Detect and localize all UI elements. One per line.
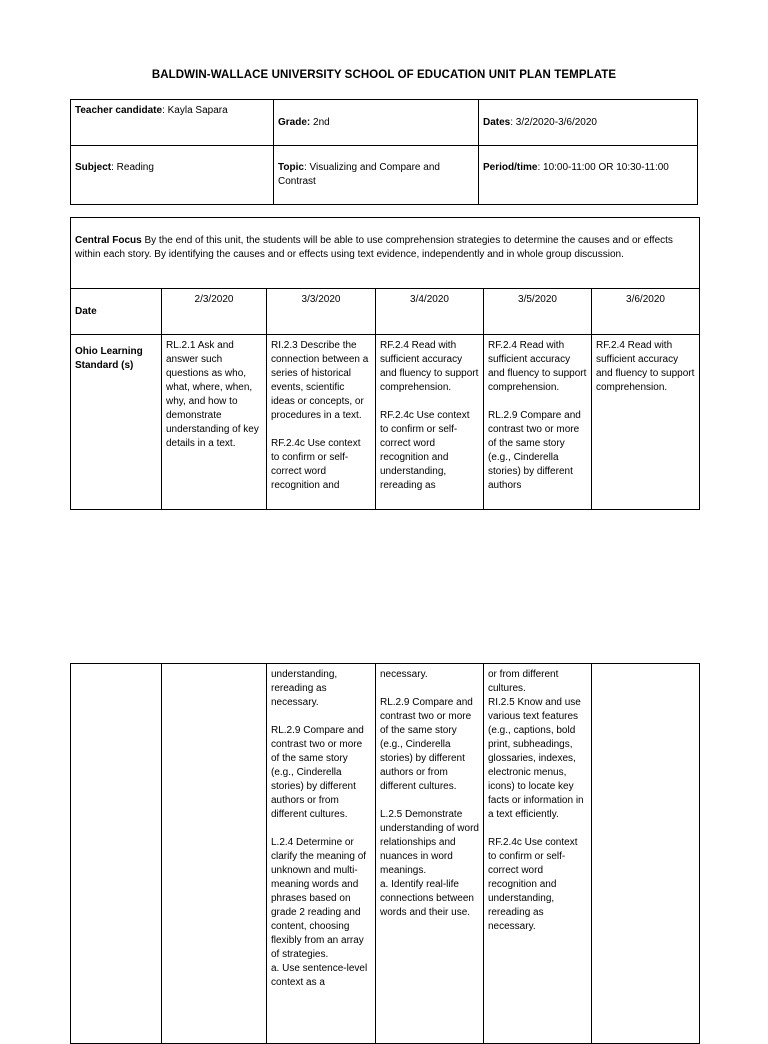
grade-label: Grade:	[278, 116, 311, 128]
continued-cell	[71, 664, 162, 1044]
standard-cell: RF.2.4 Read with sufficient accuracy and fluency to support comprehension.	[592, 335, 700, 510]
standard-cell: RL.2.1 Ask and answer such questions as who, what, where, when, why, and how to demonstrate understanding of key details in a text.	[162, 335, 267, 510]
dates-cell	[479, 100, 698, 146]
central-focus-text: By the end of this unit, the students will be able to use comprehension strategies to determine the causes and or effects within each story. By identifying the causes and or effects using text evidence, independently and in whole group discussion.	[75, 235, 673, 260]
date-cell: 2/3/2020	[162, 289, 267, 335]
unit-plan-table	[70, 217, 700, 510]
topic-value: : Visualizing and Compare and Contrast	[278, 162, 440, 187]
date-cell: 3/3/2020	[267, 289, 376, 335]
teacher-cell	[71, 100, 274, 146]
date-cell: 3/6/2020	[592, 289, 700, 335]
period-cell	[479, 146, 698, 205]
standard-cell: RI.2.3 Describe the connection between a series of historical events, scientific ideas or concepts, or procedures in a text. RF.2.4c Use context to confirm or self-correct word recognition and	[267, 335, 376, 510]
continued-cell: or from different cultures. RI.2.5 Know and use various text features (e.g., captions, bold print, subheadings, glossaries, indexes, electronic menus, icons) to locate key facts or information in a text efficiently. RF.2.4c Use context to confirm or self-correct word recognition and understanding, rereading as necessary.	[484, 664, 592, 1044]
standards-label: Ohio Learning Standard (s)	[75, 346, 143, 371]
page-title: BALDWIN-WALLACE UNIVERSITY SCHOOL OF EDUCATION UNIT PLAN TEMPLATE	[151, 69, 617, 81]
standards-label-cell	[71, 335, 162, 510]
standard-cell: RF.2.4 Read with sufficient accuracy and fluency to support comprehension. RF.2.4c Use context to confirm or self-correct word recognition and understanding, rereading as	[376, 335, 484, 510]
teacher-value: : Kayla Sapara	[162, 105, 228, 116]
date-label-cell	[71, 289, 162, 335]
central-focus-cell	[71, 218, 700, 289]
standard-cell: RF.2.4 Read with sufficient accuracy and fluency to support comprehension. RL.2.9 Compare and contrast two or more of the same story (e.g., Cinderella stories) by different authors	[484, 335, 592, 510]
subject-value: : Reading	[111, 162, 154, 173]
unit-plan-table-continued	[70, 663, 700, 1044]
continued-cell: understanding, rereading as necessary. RL.2.9 Compare and contrast two or more of the same story (e.g., Cinderella stories) by different authors or from different cultures. L.2.4 Determine or clarify the meaning of unknown and multi-meaning words and phrases based on grade 2 reading and content, choosing flexibly from an array of strategies. a. Use sentence-level context as a	[267, 664, 376, 1044]
subject-cell	[71, 146, 274, 205]
central-focus-label: Central Focus	[75, 235, 142, 246]
continued-cell	[592, 664, 700, 1044]
topic-label: Topic	[278, 162, 304, 173]
date-label: Date	[75, 305, 97, 317]
header-table	[70, 99, 698, 205]
dates-value: : 3/2/2020-3/6/2020	[510, 116, 597, 128]
period-label: Period/time	[483, 162, 538, 173]
continued-cell: necessary. RL.2.9 Compare and contrast two or more of the same story (e.g., Cinderella stories) by different authors or from different cultures. L.2.5 Demonstrate understanding of word relationships and nuances in word meanings. a. Identify real-life connections between words and their use.	[376, 664, 484, 1044]
dates-label: Dates	[483, 116, 511, 128]
subject-label: Subject	[75, 162, 112, 173]
continued-cell	[162, 664, 267, 1044]
grade-cell	[274, 100, 479, 146]
topic-cell	[274, 146, 479, 205]
period-value: : 10:00-11:00 OR 10:30-11:00	[537, 162, 669, 173]
date-cell: 3/4/2020	[376, 289, 484, 335]
date-cell: 3/5/2020	[484, 289, 592, 335]
teacher-label: Teacher candidate	[75, 105, 163, 116]
grade-value: 2nd	[310, 116, 330, 128]
